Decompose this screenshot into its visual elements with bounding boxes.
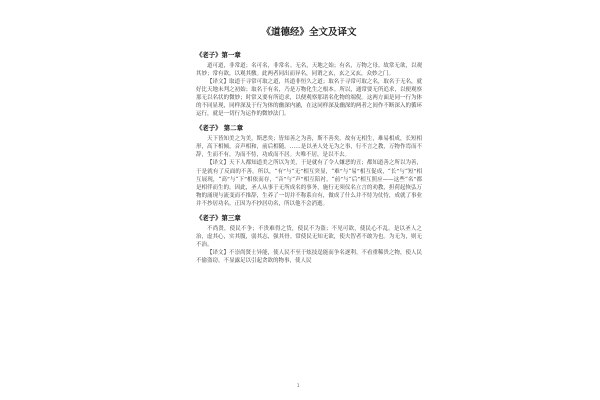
page-number: 1 (297, 383, 300, 388)
chapter-heading: 《老子》第一章 (196, 51, 241, 59)
original-text: 不尚贤，使民不争；不贵难得之货，使民不为盗；不见可欲，使民心不乱。是以圣人之治，虚其心，实其腹，弱其志，强其骨。常使民无知无欲，使夫智者不敢为也。为无为，则无不治。 (196, 225, 422, 248)
translation-text: 【译文】不崇尚贤士异能，使人民不至于炫技逞能而争名逐利。不看重稀贵之物，使人民不偷盗窃。不显露足以引起贪欲的物事，使人民 (196, 249, 422, 264)
chapter-3 (196, 213, 422, 265)
document-title: 《道德经》全文及译文 (261, 27, 357, 38)
translation-text: 【译文】天下人都知道美之所以为美，于是就有了令人嫌恶的丑；都知道善之所以为善，于是就有了反面的不善。所以，“有”与“无”相互突显，“难”与“易”相互促成，“长”与“短”相互展现，“高”与“下”相依而存，“音”与“声”相互陪衬，“前”与“后”相互照应——这些“名”都是相伴而生的。因此，圣人从事于无所成名的事务，施行无须仪名立言的劝教，担荷起恢弘万物的涌现与流变而不推辞，生养了一切并不称系自有，做成了什么并不恃为仗恃，成就了事业并不抄居功名。正因为不抄居功名，所以他不会消逝。 (196, 160, 422, 207)
original-text: 天下皆知美之为美，斯恶矣；皆知善之为善，斯不善矣。故有无相生，难易相成，长短相形，高下相倾，音声相和，前后相随。……是以圣人处无为之事，行不言之教，万物作焉而不辞，生而不有，为而不恃，功成而不居。夫唯不居，是以不去。 (196, 136, 422, 159)
chapter-heading: 《老子》 第二章 (196, 124, 243, 133)
translation-text: 【译文】取道于寻常可取之道，其道非恒久之道；取名于寻常可取之名，取名于无名，就好比天地未判之初始；取名于有名，乃是万物化生之根本。所以，通常要无所追求，以便观察那无以名状的微妙；时常又要有所追求，以便观察那诸名化物的端倪。这两方面是同一行为体的不同显现，同样深及于行为体的幽深内涵，在这同样深及幽深的两者之间作不断深入的循环运行，就是一切行为运作的微妙法门。 (196, 79, 422, 118)
original-text: 道可道，非常道；名可名，非常名。无名，天地之始；有名，万物之母。故常无欲，以观其妙；常有欲，以观其徼。此两者同出而异名，同谓之玄，玄之又玄，众妙之门。 (196, 63, 422, 78)
document-page (196, 24, 422, 396)
chapter-2 (196, 123, 422, 207)
chapter-1 (196, 50, 422, 118)
chapter-heading: 《老子》第三章 (196, 213, 241, 222)
